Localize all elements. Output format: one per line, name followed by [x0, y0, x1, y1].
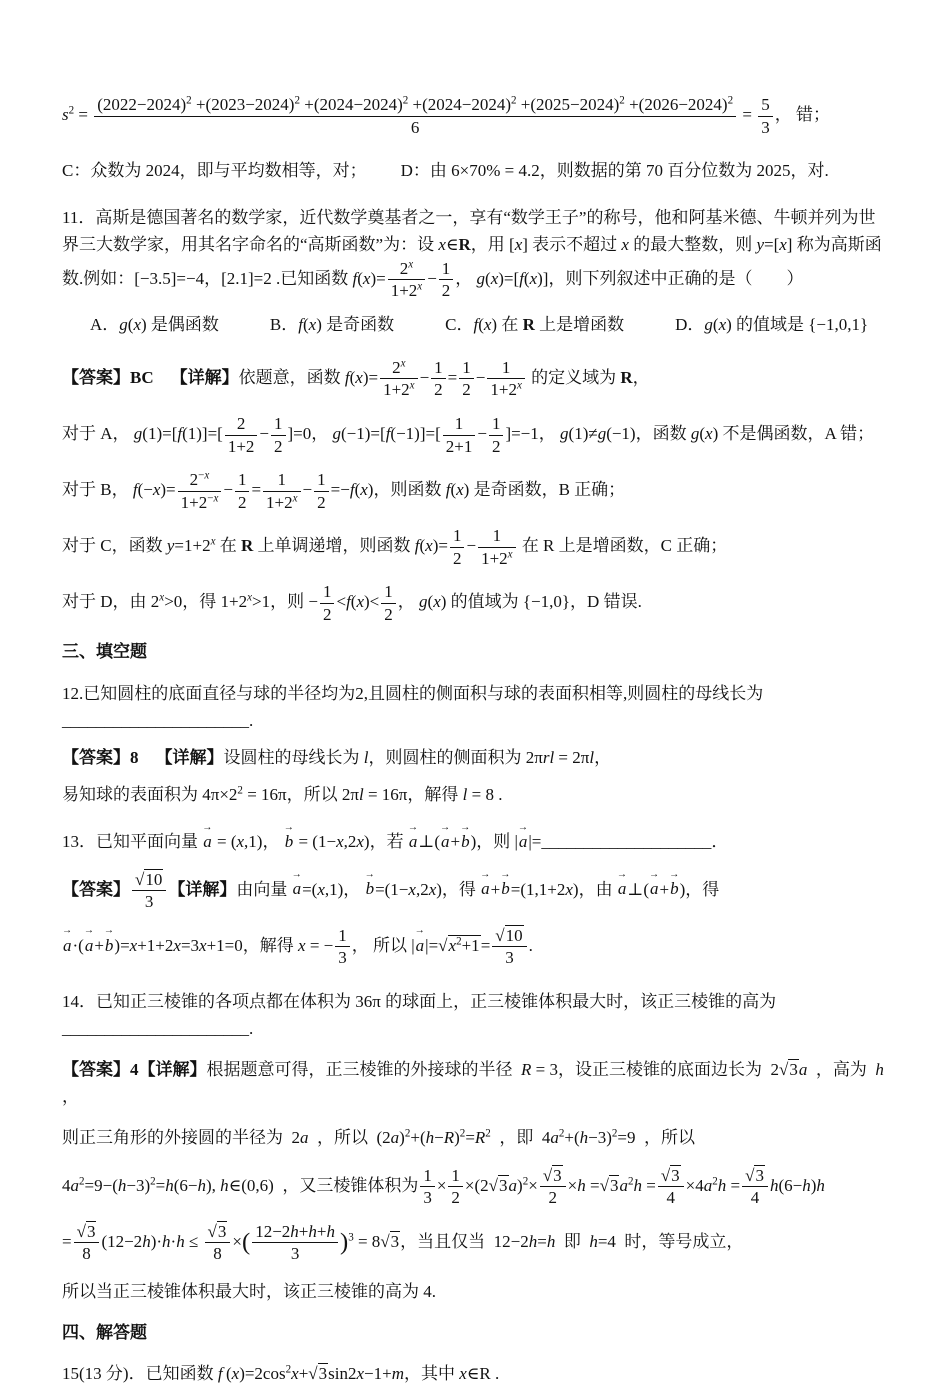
q13-answer-line-1: 【答案】 $\frac{√10}{3}$ 【详解】由向量 a →=(x,1)， b →=(1−x,2x)，得 a →+b →=(1,1+2x)，由 a →⊥(a →+b →)，得	[62, 870, 892, 912]
q14-answer-line-3: $4a^2=9-(h-3)^2=h(6-h)$, h∈(0,6) ，又三棱锥体积为 $\frac{1}{3}$ × $\frac{1}{2}$ $\times(2√3a)^2\times$ $\frac{√3}{2}$ $\times h =√3a^2h$ = $\frac{√3}{4}$ $\times 4a^2h$ = $\frac{√3}{4}$ h(6−h)h	[62, 1165, 825, 1208]
section-4-heading: 四、解答题	[62, 1323, 147, 1343]
q14-answer-line-1: 【答案】4【详解】根据题意可得，正三棱锥的外接球的半径 R = 3，设正三棱锥的底面边长为 2√3a ，高为 h ，	[62, 1060, 889, 1107]
q15-stem: 15(13 分)．已知函数 f $(x)=2\cos^2x+√3\sin 2x-1+m$，其中 x∈R .	[62, 1363, 500, 1384]
variance-formula-line: $s^2$ = $(2022-2024)^2 +(2023-2024)^2 +(2024-2024)^2 +(2024-2024)^2 +(2025-2024)^2 +(2026-2024)^2$ 6 = $\frac{5}{3}$ ， 错；	[62, 94, 830, 137]
section-3-heading: 三、填空题	[62, 642, 147, 662]
q11-stem: 11．高斯是德国著名的数学家，近代数学奠基者之一，享有“数学王子”的称号，他和阿基米德、牛顿并列为世界三大数学家，用其名字命名的“高斯函数”为：设 x∈R，用 [x] 表示不超过 x 的最大整数，则 y=[x] 称为高斯函数.例如：[−3.5]=−4，[2.1]=2 .已知函数 f(x)= $\frac{2^x}{1+2^x}$ − $\frac{1}{2}$ ， g(x)=[f(x)]，则下列叙述中正确的是（ ）	[62, 208, 882, 301]
q14-answer-line-2: 则正三角形的外接圆的半径为 2a ，所以 $(2a)^2+(h-R)^2=R^2$ ，即 $4a^2+(h-3)^2=9$ ，所以	[62, 1127, 695, 1148]
q13-answer-line-2: a →·(a →+b →)=x+1+2x=3x+1=0，解得 x = − $\frac{1}{3}$ ， 所以 $|a \to|=√x^2+1=$ $\frac{√10}{3}$ .	[62, 926, 892, 968]
q11-answer-intro: 【答案】BC 【详解】依题意，函数 f(x)= $\frac{2^x}{1+2^x}$ − $\frac{1}{2}$ = $\frac{1}{2}$ − $\frac{1}{1+2^x}$ 的定义域为 R，	[62, 357, 650, 400]
q12-answer-line-2: 易知球的表面积为 $4\pi\times 2^2 = 16\pi$，所以 2πl = 16π，解得 l = 8 .	[62, 784, 503, 805]
q14-stem: 14．已知正三棱锥的各项点都在体积为 36π 的球面上，正三棱锥体积最大时，该正三棱锥的高为______________________.	[62, 991, 777, 1038]
q11-option-a-analysis: 对于 A， g(1)=[f(1)]=[ $\frac{2}{1+2}$ − $\frac{1}{2}$ ]=0， g(−1)=[f(−1)]=[ $\frac{1}{2+1}$ − $\frac{1}{2}$ ]=−1， g(1)≠g(−1)，函数 g(x) 不是偶函数，A 错；	[62, 414, 875, 456]
q11-option-b-analysis: 对于 B， f(−x)= $\frac{2^{-x}}{1+2^{-x}}$ − $\frac{1}{2}$ = $\frac{1}{1+2^x}$ − $\frac{1}{2}$ =−f(x)，则函数 f(x) 是奇函数，B 正确；	[62, 469, 626, 512]
option-cd-analysis-line: C：众数为 2024，即与平均数相等，对； D：由 6×70% = 4.2，则数据的第 70 百分位数为 2025，对.	[62, 161, 829, 181]
q12-answer-line-1: 【答案】8 【详解】设圆柱的母线长为 l，则圆柱的侧面积为 2πrl = 2πl，	[62, 747, 612, 767]
q14-answer-line-5: 所以当正三棱锥体积最大时，该正三棱锥的高为 4.	[62, 1281, 436, 1301]
q11-option-c-analysis: 对于 C，函数 $y=1+2^x$ 在 R 上单调递增，则函数 f(x)= $\frac{1}{2}$ − $\frac{1}{1+2^x}$ 在 R 上是增函数，C 正确；	[62, 526, 728, 568]
q11-option-d-analysis: 对于 D，由 $2^x>0$，得 $1+2^x>1$，则 − $\frac{1}{2}$ <f(x)< $\frac{1}{2}$ ， g(x) 的值域为 {−1,0}，D 错误.	[62, 582, 642, 624]
q11-choices: A．g(x) 是偶函数 B．f(x) 是奇函数 C．f(x) 在 R 上是增函数 D．g(x) 的值域是 {−1,0,1}	[90, 314, 869, 334]
q12-stem: 12.已知圆柱的底面直径与球的半径均为2,且圆柱的侧面积与球的表面积相等,则圆柱的母线长为______________________.	[62, 683, 764, 730]
q13-stem: 13．已知平面向量 a → = (x,1)， b → = (1−x,2x)，若 a →⊥(a →+b →)，则 |a →|=____________________．	[62, 828, 892, 855]
q14-answer-line-4: = $\frac{√3}{8}$ (12−2h)·h·h ≤ $\frac{√3}{8}$ ×( $\frac{12-2h+h+h}{3}$ )$^3$ = 8√3，当且仅当 12−2h=h 即 h=4 时，等号成立，	[62, 1221, 744, 1264]
